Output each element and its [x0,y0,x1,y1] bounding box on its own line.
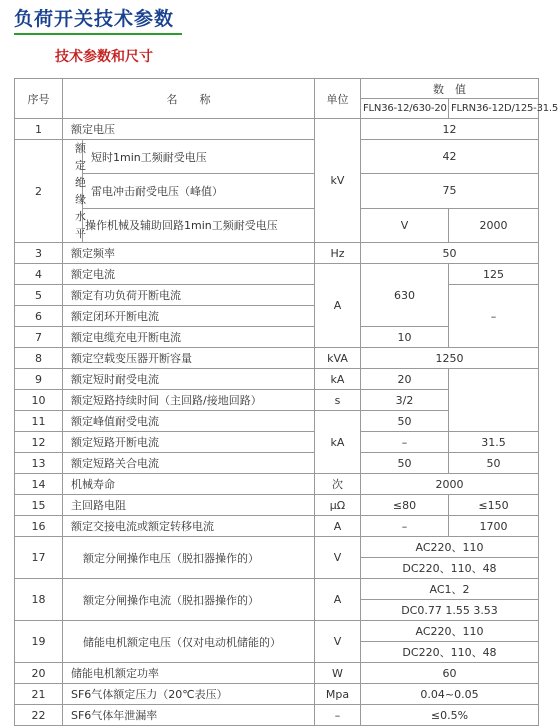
row-value: 31.5 [449,432,539,453]
table-row [15,495,539,516]
row-name: 额定闭环开断电流 [63,306,315,327]
row-unit: kVA [315,348,361,369]
row-value: 20 [361,369,449,390]
row-name: 额定短时耐受电流 [63,369,315,390]
row-unit: Hz [315,243,361,264]
row-name: 额定短路关合电流 [63,453,315,474]
row-unit: W [315,663,361,684]
row-value: DC220、110、48 [361,642,539,663]
row-name: 机械寿命 [63,474,315,495]
row-value: 3/2 [361,390,449,411]
row-value: ≤0.5% [361,705,539,726]
row-unit: Mpa [315,684,361,705]
row-name: 操作机械及辅助回路1min工频耐受电压 [83,208,315,242]
row-value: – [449,285,539,348]
spec-table [14,78,558,726]
row-value: 50 [361,453,449,474]
row-name: 额定电缆充电开断电流 [63,327,315,348]
table-row [15,369,539,390]
row-name: 额定交接电流或额定转移电流 [63,516,315,537]
row-unit: A [315,579,361,621]
row-seq: 7 [15,327,63,348]
row-seq: 11 [15,411,63,432]
row-seq: 10 [15,390,63,411]
row-seq: 18 [15,579,63,621]
row-unit: V [315,621,361,663]
table-row [15,264,539,285]
table-row [15,537,539,558]
section-subtitle: 技术参数和尺寸 [55,49,153,65]
row-value: 1250 [361,348,539,369]
header-unit: 单位 [315,79,361,119]
row-unit: kV [315,119,361,243]
table-row [15,621,539,642]
row-unit: s [315,390,361,411]
row-value: 1700 [449,516,539,537]
row-unit: V [315,537,361,579]
row-seq: 21 [15,684,63,705]
row-seq: 12 [15,432,63,453]
row-unit: V [361,208,449,242]
header-col1: FLN36-12/630-20 [361,99,449,119]
row-value: 50 [449,453,539,474]
row-value: 75 [361,174,539,208]
page-title: 负荷开关技术参数 [14,8,175,30]
row-seq: 19 [15,621,63,663]
group-label-line: 绝缘 [75,176,86,206]
row-seq: 2 [15,140,63,243]
table-row [15,348,539,369]
row-seq: 17 [15,537,63,579]
table-row [15,705,539,726]
row-name: 额定电压 [63,119,315,140]
row-unit: – [315,705,361,726]
row-seq: 8 [15,348,63,369]
row-value: 12 [361,119,539,140]
row-unit: A [315,264,361,348]
row-value: 2000 [361,474,539,495]
table-row [15,579,539,600]
row-name: 雷电冲击耐受电压（峰值） [83,174,315,208]
table-row [15,663,539,684]
row-name: 额定电流 [63,264,315,285]
table-row [15,432,539,453]
row-name: 储能电机额定电压（仅对电动机储能的） [63,621,315,663]
row-name: 额定空载变压器开断容量 [63,348,315,369]
row-seq: 14 [15,474,63,495]
row-value: AC1、2 [361,579,539,600]
row-value: DC0.77 1.55 3.53 [361,600,539,621]
row-value: 50 [361,411,449,432]
table-row [15,453,539,474]
row-unit: A [315,516,361,537]
row-seq: 9 [15,369,63,390]
row-name: 额定短路持续时间（主回路/接地回路） [63,390,315,411]
row-seq: 1 [15,119,63,140]
row-value: 42 [361,140,539,174]
row-value [449,369,539,432]
row-unit: 次 [315,474,361,495]
row-seq: 16 [15,516,63,537]
row-value: 10 [361,327,449,348]
row-value: ≤150 [449,495,539,516]
row-name: 额定分闸操作电流（脱扣器操作的） [63,579,315,621]
row-seq: 13 [15,453,63,474]
row-name: SF6气体额定压力（20℃表压） [63,684,315,705]
table-row [15,119,539,140]
row-name: 额定有功负荷开断电流 [63,285,315,306]
row-seq: 4 [15,264,63,285]
row-seq: 20 [15,663,63,684]
group-label-line: 水平 [75,210,86,240]
row-value: 60 [361,663,539,684]
row-seq: 6 [15,306,63,327]
group-label-line: 额定 [75,142,86,172]
table-row [15,684,539,705]
row-name: 储能电机额定功率 [63,663,315,684]
row-value: AC220、110 [361,621,539,642]
group-label [63,140,86,243]
table-row [15,140,539,174]
row-value: DC220、110、48 [361,558,539,579]
row-seq: 3 [15,243,63,264]
table-row [15,208,539,242]
row-name: 额定短路开断电流 [63,432,315,453]
header-seq: 序号 [15,79,63,119]
table-row [15,516,539,537]
row-value: 0.04~0.05 [361,684,539,705]
row-seq: 15 [15,495,63,516]
row-unit: kA [315,369,361,390]
row-unit: kA [315,411,361,474]
table-row [15,285,539,306]
row-seq: 5 [15,285,63,306]
row-name: 额定分闸操作电压（脱扣器操作的） [63,537,315,579]
title-underline [14,33,182,35]
row-value: AC220、110 [361,537,539,558]
row-unit: μΩ [315,495,361,516]
table-row [15,243,539,264]
row-seq: 22 [15,705,63,726]
row-name: 额定频率 [63,243,315,264]
row-value: ≤80 [361,495,449,516]
row-value: 50 [361,243,539,264]
row-value: – [361,516,449,537]
row-name: 主回路电阻 [63,495,315,516]
row-name: SF6气体年泄漏率 [63,705,315,726]
row-name: 额定峰值耐受电流 [63,411,315,432]
header-col2: FLRN36-12D/125-31.5 [449,99,539,119]
row-name: 短时1min工频耐受电压 [83,140,315,174]
table-row [15,174,539,208]
row-value: 630 [361,264,449,327]
table-header-row [15,79,539,99]
row-value: 2000 [449,208,539,242]
row-value: – [361,432,449,453]
header-name: 名 称 [63,79,315,119]
header-values: 数 值 [361,79,539,99]
table-row [15,474,539,495]
row-value: 125 [449,264,539,285]
